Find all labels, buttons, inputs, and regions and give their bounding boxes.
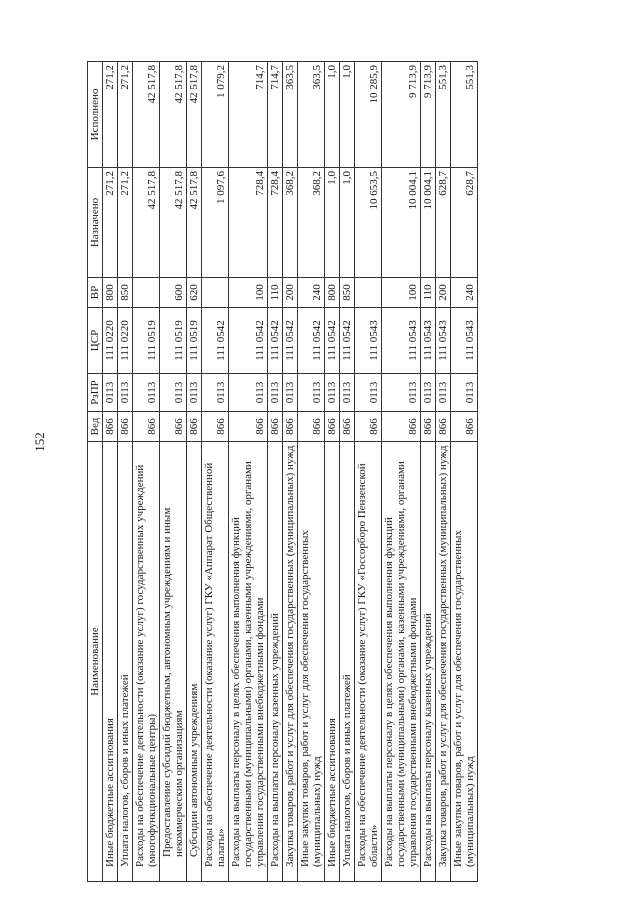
cell-name: Иные закупки товаров, работ и услуг для обеспечения государственных (муниципальных) нужд [298,442,325,882]
cell-name: Расходы на обеспечение деятельности (оказание услуг) государственных учреждений (многофункциональные центры) [133,442,160,882]
header-executed: Исполнено [88,62,103,168]
cell-executed: 42 517,8 [160,62,187,168]
cell-name: Уплата налогов, сборов и иных платежей [118,442,133,882]
cell-name: Иные бюджетные ассигнования [103,442,118,882]
cell-vr: 100 [382,278,421,308]
cell-rzpr: 0113 [283,374,298,412]
cell-rzpr: 0113 [436,374,451,412]
cell-name: Расходы на выплаты персоналу в целях обеспечения выполнения функций государственными (муниципальными) органами, казенными учреждениями, органами управления государственными внебюджетными фондами [229,442,268,882]
cell-csr: 111 0542 [325,308,340,374]
cell-ved: 866 [229,412,268,442]
cell-ved: 866 [421,412,436,442]
cell-csr: 111 0543 [382,308,421,374]
cell-ved: 866 [325,412,340,442]
table-row [451,62,478,882]
cell-csr: 111 0519 [160,308,187,374]
header-name: Наименование [88,442,103,882]
cell-csr: 111 0543 [355,308,382,374]
cell-csr: 111 0220 [103,308,118,374]
cell-ved: 866 [355,412,382,442]
cell-vr: 600 [160,278,187,308]
cell-executed: 363,5 [298,62,325,168]
cell-rzpr: 0113 [160,374,187,412]
cell-csr: 111 0519 [187,308,202,374]
table-row [382,62,421,882]
cell-assigned: 368,2 [298,168,325,278]
cell-vr: 850 [340,278,355,308]
cell-rzpr: 0113 [229,374,268,412]
cell-vr: 850 [118,278,133,308]
cell-vr: 200 [436,278,451,308]
cell-csr: 111 0220 [118,308,133,374]
cell-rzpr: 0113 [451,374,478,412]
cell-executed: 9 713,9 [421,62,436,168]
header-ved: Вед [88,412,103,442]
table-row [340,62,355,882]
cell-name: Иные закупки товаров, работ и услуг для обеспечения государственных (муниципальных) нужд [451,442,478,882]
cell-executed: 1,0 [325,62,340,168]
cell-rzpr: 0113 [340,374,355,412]
cell-assigned: 628,7 [436,168,451,278]
cell-ved: 866 [268,412,283,442]
cell-assigned: 10 004,1 [421,168,436,278]
cell-vr [133,278,160,308]
cell-ved: 866 [436,412,451,442]
table-row [421,62,436,882]
cell-executed: 1,0 [340,62,355,168]
cell-ved: 866 [133,412,160,442]
cell-csr: 111 0542 [298,308,325,374]
cell-ved: 866 [382,412,421,442]
cell-name: Предоставление субсидий бюджетным, автономным учреждениям и иным некоммерческим организациям [160,442,187,882]
cell-assigned: 728,4 [268,168,283,278]
page-number: 152 [32,432,47,452]
cell-executed: 1 079,2 [202,62,229,168]
cell-ved: 866 [451,412,478,442]
table-row [355,62,382,882]
cell-name: Расходы на обеспечение деятельности (оказание услуг) ГКУ «Аппарат Общественной палаты» [202,442,229,882]
cell-vr: 620 [187,278,202,308]
cell-ved: 866 [160,412,187,442]
cell-csr: 111 0543 [436,308,451,374]
cell-vr: 240 [298,278,325,308]
table-row [298,62,325,882]
cell-ved: 866 [202,412,229,442]
header-csr: ЦСР [88,308,103,374]
table-row [283,62,298,882]
cell-assigned: 368,2 [283,168,298,278]
cell-executed: 714,7 [268,62,283,168]
cell-vr: 240 [451,278,478,308]
cell-ved: 866 [187,412,202,442]
cell-csr: 111 0542 [283,308,298,374]
cell-assigned: 1 097,6 [202,168,229,278]
cell-csr: 111 0542 [268,308,283,374]
cell-executed: 271,2 [103,62,118,168]
cell-csr: 111 0542 [340,308,355,374]
cell-name: Закупка товаров, работ и услуг для обеспечения государственных (муниципальных) нужд [436,442,451,882]
cell-ved: 866 [103,412,118,442]
cell-assigned: 728,4 [229,168,268,278]
cell-rzpr: 0113 [103,374,118,412]
table-row [268,62,283,882]
table-header-row [88,62,103,882]
table-row [118,62,133,882]
cell-name: Расходы на выплаты персоналу казенных учреждений [268,442,283,882]
cell-assigned: 10 004,1 [382,168,421,278]
cell-assigned: 42 517,8 [160,168,187,278]
cell-vr: 800 [103,278,118,308]
table-row [160,62,187,882]
rotated-table-container [87,62,615,882]
cell-assigned: 271,2 [118,168,133,278]
cell-executed: 363,5 [283,62,298,168]
header-vr: ВР [88,278,103,308]
cell-vr [202,278,229,308]
cell-name: Расходы на выплаты персоналу казенных учреждений [421,442,436,882]
cell-name: Иные бюджетные ассигнования [325,442,340,882]
cell-rzpr: 0113 [298,374,325,412]
cell-name: Уплата налогов, сборов и иных платежей [340,442,355,882]
cell-vr: 110 [268,278,283,308]
cell-name: Субсидии автономным учреждениям [187,442,202,882]
cell-assigned: 628,7 [451,168,478,278]
cell-executed: 714,7 [229,62,268,168]
cell-vr: 800 [325,278,340,308]
cell-name: Закупка товаров, работ и услуг для обеспечения государственных (муниципальных) нужд [283,442,298,882]
table-row [202,62,229,882]
cell-assigned: 42 517,8 [187,168,202,278]
cell-assigned: 10 653,5 [355,168,382,278]
table-row [229,62,268,882]
cell-executed: 9 713,9 [382,62,421,168]
cell-executed: 271,2 [118,62,133,168]
cell-rzpr: 0113 [382,374,421,412]
cell-csr: 111 0542 [202,308,229,374]
table-row [187,62,202,882]
cell-ved: 866 [118,412,133,442]
cell-name: Расходы на выплаты персоналу в целях обеспечения выполнения функций государственными (муниципальными) органами, казенными учреждениями, органами управления государственными внебюджетными фондами [382,442,421,882]
cell-rzpr: 0113 [355,374,382,412]
cell-vr: 200 [283,278,298,308]
cell-rzpr: 0113 [421,374,436,412]
cell-executed: 551,3 [436,62,451,168]
cell-executed: 42 517,8 [133,62,160,168]
cell-rzpr: 0113 [187,374,202,412]
cell-assigned: 42 517,8 [133,168,160,278]
cell-csr: 111 0543 [451,308,478,374]
cell-assigned: 271,2 [103,168,118,278]
table-row [325,62,340,882]
cell-rzpr: 0113 [325,374,340,412]
cell-rzpr: 0113 [118,374,133,412]
header-assigned: Назначено [88,168,103,278]
cell-rzpr: 0113 [268,374,283,412]
table-row [133,62,160,882]
cell-executed: 42 517,8 [187,62,202,168]
cell-ved: 866 [283,412,298,442]
cell-ved: 866 [340,412,355,442]
cell-csr: 111 0543 [421,308,436,374]
header-rzpr: РзПР [88,374,103,412]
cell-executed: 551,3 [451,62,478,168]
budget-table [87,61,478,882]
cell-name: Расходы на обеспечение деятельности (оказание услуг) ГКУ «Госсорборо Пензенской области» [355,442,382,882]
table-row [436,62,451,882]
cell-vr: 110 [421,278,436,308]
cell-csr: 111 0542 [229,308,268,374]
cell-ved: 866 [298,412,325,442]
cell-vr [355,278,382,308]
cell-csr: 111 0519 [133,308,160,374]
table-row [103,62,118,882]
cell-rzpr: 0113 [133,374,160,412]
cell-executed: 10 285,9 [355,62,382,168]
cell-rzpr: 0113 [202,374,229,412]
cell-assigned: 1,0 [325,168,340,278]
cell-assigned: 1,0 [340,168,355,278]
cell-vr: 100 [229,278,268,308]
